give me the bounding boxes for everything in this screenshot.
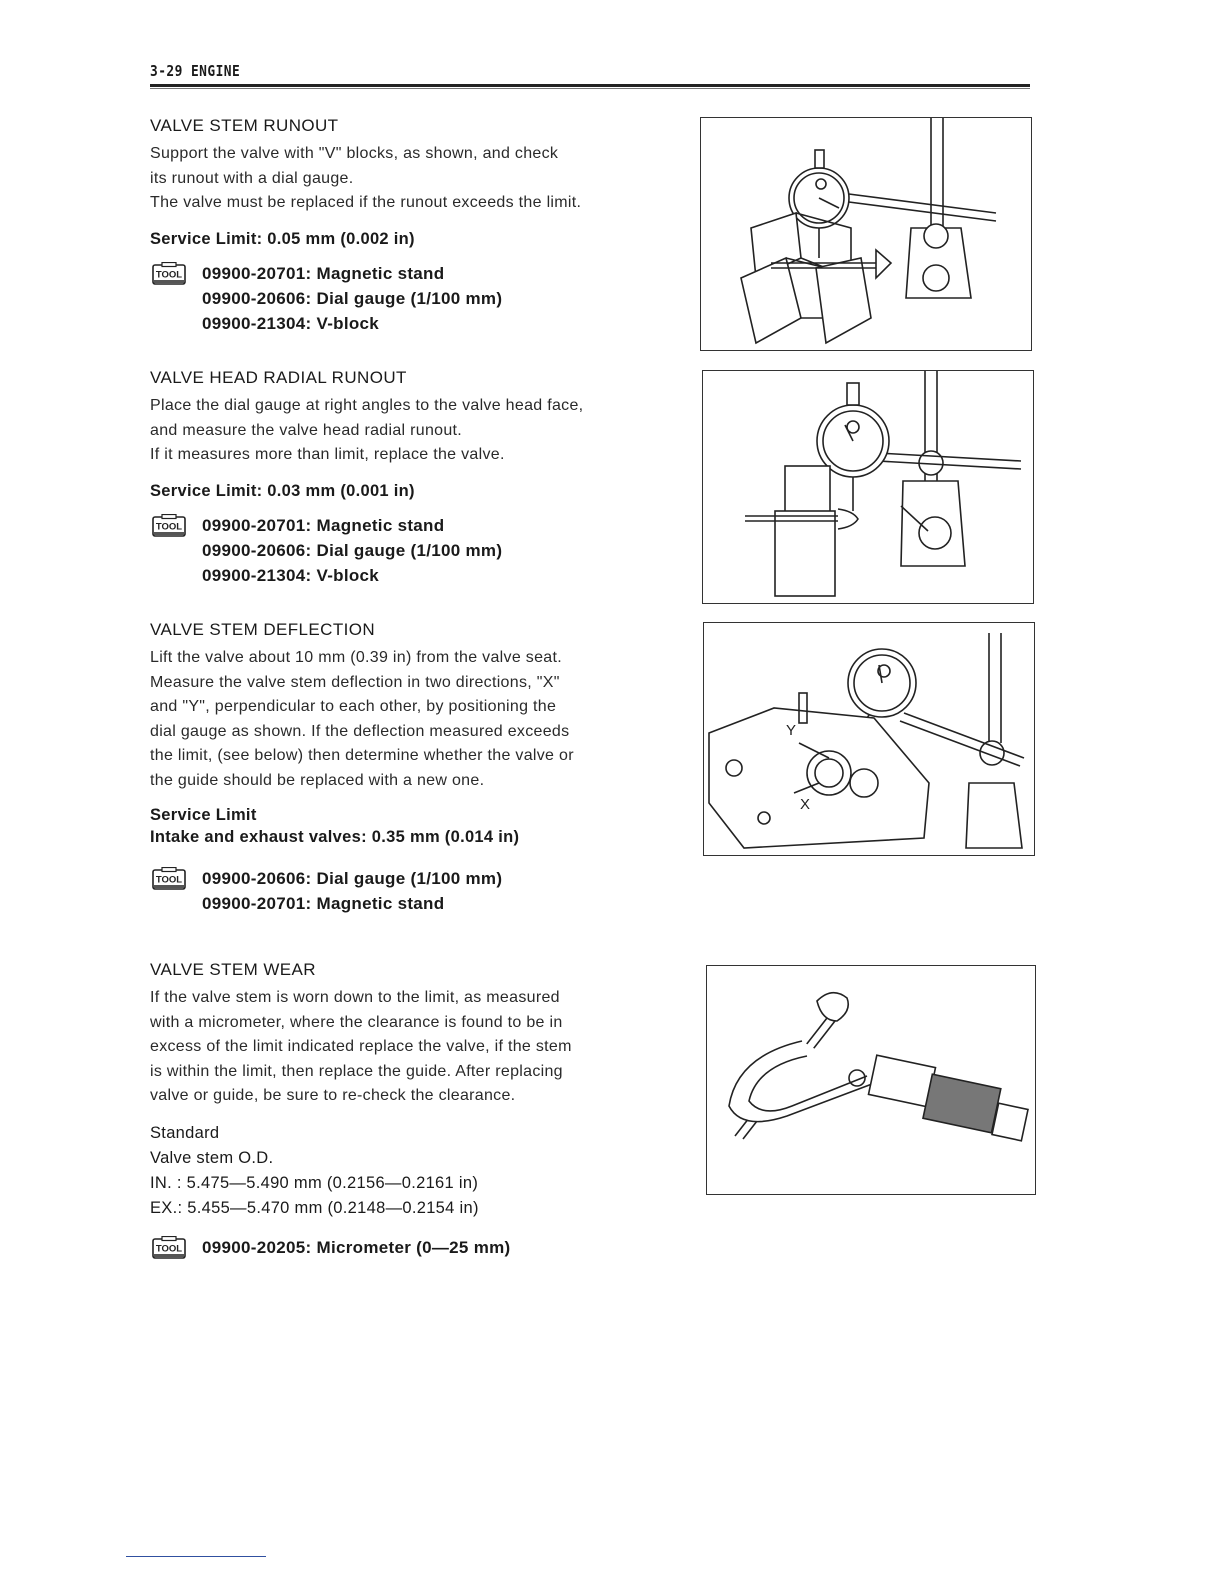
standard-intake: IN. : 5.475—5.490 mm (0.2156—0.2161 in) bbox=[150, 1173, 479, 1192]
illustration-micrometer bbox=[707, 966, 1035, 1194]
illustration-head-runout-gauge bbox=[703, 371, 1033, 603]
section-valve-stem-deflection bbox=[150, 620, 680, 916]
tool-icon bbox=[150, 514, 188, 538]
tool-list bbox=[150, 513, 680, 588]
body-line: Measure the valve stem deflection in two directions, "X" bbox=[150, 673, 560, 691]
label-y: Y bbox=[786, 722, 797, 739]
body-line: and measure the valve head radial runout. bbox=[150, 421, 463, 439]
tool-item: 09900-20701: Magnetic stand bbox=[202, 263, 445, 283]
tool-badge: TOOL bbox=[155, 269, 183, 281]
standard-exhaust: EX.: 5.455—5.470 mm (0.2148—0.2154 in) bbox=[150, 1198, 479, 1217]
tool-item: 09900-20701: Magnetic stand bbox=[202, 515, 445, 535]
tool-item: 09900-20606: Dial gauge (1/100 mm) bbox=[202, 288, 503, 308]
page-header bbox=[150, 62, 1030, 81]
figure-valve-stem-wear bbox=[706, 965, 1036, 1195]
tool-badge: TOOL bbox=[155, 874, 183, 886]
header-rule bbox=[150, 84, 1030, 87]
body-line: valve or guide, be sure to re-check the clearance. bbox=[150, 1087, 516, 1105]
label-x: X bbox=[800, 796, 811, 813]
tool-item: 09900-20606: Dial gauge (1/100 mm) bbox=[202, 540, 503, 560]
body-line: Support the valve with "V" blocks, as shown, and check bbox=[150, 145, 559, 162]
standard-subheading: Valve stem O.D. bbox=[150, 1148, 274, 1167]
body-line: with a micrometer, where the clearance is found to be in bbox=[150, 1013, 563, 1031]
body-line: the limit, (see below) then determine whether the valve or bbox=[150, 747, 574, 765]
figure-valve-stem-runout bbox=[700, 117, 1032, 351]
section-valve-stem-runout bbox=[150, 116, 680, 336]
body-line: If the valve stem is worn down to the limit, as measured bbox=[150, 989, 560, 1006]
body-line: the guide should be replaced with a new one. bbox=[150, 771, 485, 789]
service-limit: Service Limit: 0.05 mm (0.002 in) bbox=[150, 229, 415, 248]
tool-icon bbox=[150, 1236, 188, 1260]
tool-item: 09900-21304: V-block bbox=[202, 565, 380, 585]
section-valve-head-radial-runout bbox=[150, 368, 680, 588]
body-line: is within the limit, then replace the guide. After replacing bbox=[150, 1062, 563, 1080]
service-limit-heading: Service Limit bbox=[150, 805, 257, 824]
section-title: VALVE HEAD RADIAL RUNOUT bbox=[150, 368, 407, 387]
tool-badge: TOOL bbox=[155, 1243, 183, 1255]
illustration-v-block-dial-gauge bbox=[701, 118, 1031, 350]
service-limit: Service Limit: 0.03 mm (0.001 in) bbox=[150, 481, 415, 500]
header-rule-thin bbox=[150, 88, 1030, 89]
tool-item: 09900-20701: Magnetic stand bbox=[202, 893, 445, 913]
figure-valve-head-radial-runout bbox=[702, 370, 1034, 604]
tool-item: 09900-20205: Micrometer (0—25 mm) bbox=[202, 1237, 511, 1257]
section-valve-stem-wear bbox=[150, 960, 680, 1260]
section-title: VALVE STEM DEFLECTION bbox=[150, 620, 376, 639]
figure-valve-stem-deflection bbox=[703, 622, 1035, 856]
section-title: VALVE STEM RUNOUT bbox=[150, 116, 339, 135]
footer-rule bbox=[126, 1556, 266, 1557]
body-line: Place the dial gauge at right angles to the valve head face, bbox=[150, 397, 584, 414]
tool-item: 09900-20606: Dial gauge (1/100 mm) bbox=[202, 868, 503, 888]
standard-heading: Standard bbox=[150, 1123, 220, 1142]
tool-icon bbox=[150, 262, 188, 286]
body-line: dial gauge as shown. If the deflection measured exceeds bbox=[150, 722, 570, 740]
illustration-cylinder-head-gauge bbox=[704, 623, 1034, 855]
tool-item: 09900-21304: V-block bbox=[202, 313, 380, 333]
body-line: and "Y", perpendicular to each other, by positioning the bbox=[150, 698, 557, 716]
body-line: excess of the limit indicated replace the valve, if the stem bbox=[150, 1038, 572, 1056]
body-line: The valve must be replaced if the runout exceeds the limit. bbox=[150, 194, 582, 212]
tool-badge: TOOL bbox=[155, 521, 183, 533]
body-line: its runout with a dial gauge. bbox=[150, 169, 354, 187]
tool-list bbox=[150, 1235, 680, 1260]
tool-icon bbox=[150, 867, 188, 891]
section-title: VALVE STEM WEAR bbox=[150, 960, 316, 979]
tool-list bbox=[150, 866, 680, 916]
body-line: If it measures more than limit, replace the valve. bbox=[150, 446, 505, 464]
body-line: Lift the valve about 10 mm (0.39 in) from the valve seat. bbox=[150, 649, 562, 666]
service-limit: Intake and exhaust valves: 0.35 mm (0.014 in) bbox=[150, 827, 520, 846]
tool-list bbox=[150, 261, 680, 336]
page-title: 3-29 ENGINE bbox=[150, 62, 241, 80]
